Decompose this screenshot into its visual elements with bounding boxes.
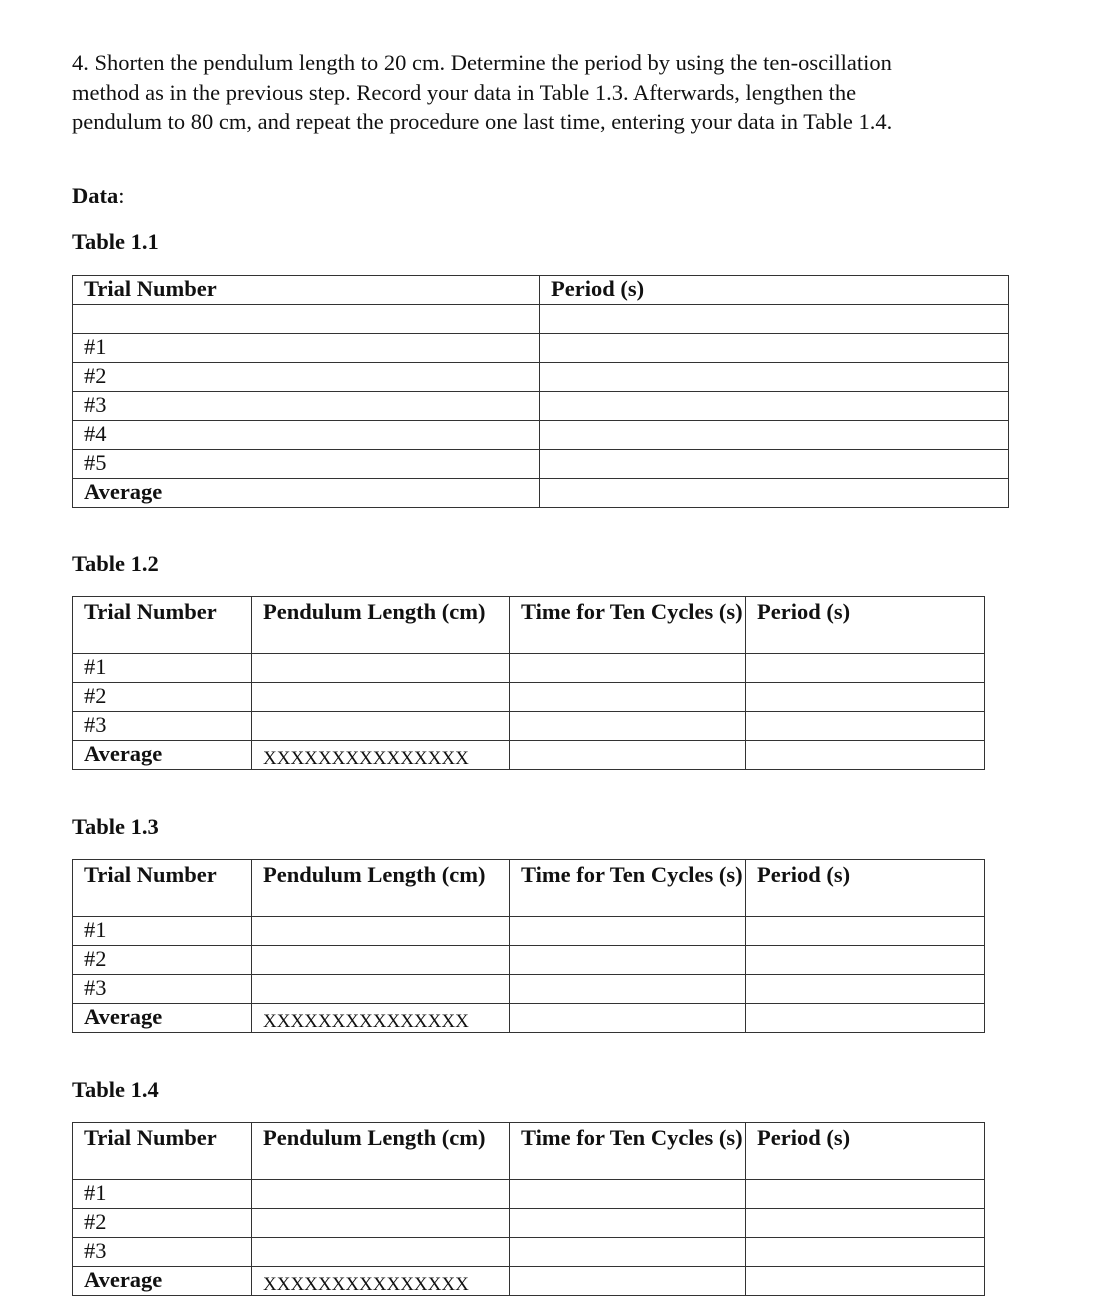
table-1-3 [72, 859, 985, 1033]
table-cell[interactable] [746, 1209, 985, 1238]
table-cell[interactable] [252, 917, 510, 946]
table-cell[interactable] [252, 683, 510, 712]
header-pendulum-length: Pendulum Length (cm) [252, 1123, 510, 1180]
table-cell[interactable] [746, 654, 985, 683]
row-label-average: Average [73, 1004, 252, 1033]
table-row-blank [73, 305, 1009, 334]
table-cell[interactable] [746, 741, 985, 770]
row-label-average: Average [73, 741, 252, 770]
row-label: #2 [73, 363, 540, 392]
row-label: #5 [73, 450, 540, 479]
instructions-paragraph [72, 48, 1032, 137]
table-row [73, 334, 1009, 363]
table-cell[interactable] [746, 1267, 985, 1296]
table-1-1-title: Table 1.1 [72, 229, 159, 254]
table-row [73, 712, 985, 741]
table-row [73, 1180, 985, 1209]
table-row [73, 946, 985, 975]
table-1-4-title: Table 1.4 [72, 1077, 159, 1102]
row-label: #2 [73, 683, 252, 712]
table-cell[interactable] [746, 975, 985, 1004]
row-label-average: Average [73, 479, 540, 508]
row-label-average: Average [73, 1267, 252, 1296]
table-cell[interactable] [540, 421, 1009, 450]
table-cell[interactable] [73, 305, 540, 334]
table-cell[interactable] [746, 1238, 985, 1267]
row-label: #1 [73, 334, 540, 363]
table-cell[interactable] [746, 683, 985, 712]
row-label: #1 [73, 654, 252, 683]
data-heading-colon: : [118, 183, 125, 208]
placeholder-text: XXXXXXXXXXXXXXX [263, 1274, 469, 1295]
row-label: #3 [73, 712, 252, 741]
table-row [73, 392, 1009, 421]
instructions-line: pendulum to 80 cm, and repeat the procedure one last time, entering your data in Table 1.4. [72, 109, 893, 134]
table-row [73, 450, 1009, 479]
table-row [73, 654, 985, 683]
table-row [73, 1209, 985, 1238]
table-cell[interactable] [510, 712, 746, 741]
table-cell[interactable] [510, 1238, 746, 1267]
table-header-row [73, 1123, 985, 1180]
header-pendulum-length: Pendulum Length (cm) [252, 860, 510, 917]
table-1-2-title: Table 1.2 [72, 551, 159, 576]
table-cell[interactable] [252, 975, 510, 1004]
instructions-line: 4. Shorten the pendulum length to 20 cm. Determine the period by using the ten-oscillation [72, 50, 892, 75]
placeholder-cell [252, 741, 510, 770]
table-cell[interactable] [540, 392, 1009, 421]
header-trial-number: Trial Number [73, 1123, 252, 1180]
table-cell[interactable] [252, 1238, 510, 1267]
row-label: #1 [73, 1180, 252, 1209]
table-row [73, 975, 985, 1004]
table-header-row [73, 276, 1009, 305]
row-label: #3 [73, 975, 252, 1004]
table-cell[interactable] [540, 305, 1009, 334]
table-cell[interactable] [510, 917, 746, 946]
row-label: #4 [73, 421, 540, 450]
table-row [73, 683, 985, 712]
table-cell[interactable] [252, 654, 510, 683]
table-1-4 [72, 1122, 985, 1296]
table-cell[interactable] [746, 1004, 985, 1033]
table-cell[interactable] [252, 1180, 510, 1209]
table-row [73, 1004, 985, 1033]
row-label: #2 [73, 946, 252, 975]
header-trial-number: Trial Number [73, 597, 252, 654]
table-cell[interactable] [746, 712, 985, 741]
placeholder-text: XXXXXXXXXXXXXXX [263, 748, 469, 769]
table-row [73, 479, 1009, 508]
header-period: Period (s) [540, 276, 1009, 305]
data-heading-bold: Data [72, 183, 119, 208]
table-cell[interactable] [510, 1180, 746, 1209]
table-cell[interactable] [540, 479, 1009, 508]
row-label: #3 [73, 1238, 252, 1267]
row-label: #2 [73, 1209, 252, 1238]
table-cell[interactable] [510, 1004, 746, 1033]
header-period: Period (s) [746, 1123, 985, 1180]
table-row [73, 741, 985, 770]
table-cell[interactable] [746, 946, 985, 975]
table-cell[interactable] [510, 1267, 746, 1296]
table-1-2 [72, 596, 985, 770]
header-pendulum-length: Pendulum Length (cm) [252, 597, 510, 654]
table-1-1 [72, 275, 1009, 508]
placeholder-cell [252, 1267, 510, 1296]
table-row [73, 363, 1009, 392]
table-header-row [73, 597, 985, 654]
table-row [73, 1267, 985, 1296]
table-1-3-title: Table 1.3 [72, 814, 159, 839]
header-period: Period (s) [746, 597, 985, 654]
header-time-ten-cycles: Time for Ten Cycles (s) [510, 860, 746, 917]
instructions-line: method as in the previous step. Record your data in Table 1.3. Afterwards, lengthen the [72, 79, 857, 105]
header-time-ten-cycles: Time for Ten Cycles (s) [510, 597, 746, 654]
table-cell[interactable] [540, 450, 1009, 479]
header-trial-number: Trial Number [73, 860, 252, 917]
table-cell[interactable] [510, 741, 746, 770]
header-time-ten-cycles: Time for Ten Cycles (s) [510, 1123, 746, 1180]
table-cell[interactable] [252, 1209, 510, 1238]
table-row [73, 917, 985, 946]
placeholder-text: XXXXXXXXXXXXXXX [263, 1011, 469, 1032]
table-cell[interactable] [540, 363, 1009, 392]
table-row [73, 1238, 985, 1267]
table-cell[interactable] [510, 654, 746, 683]
table-cell[interactable] [510, 683, 746, 712]
table-cell[interactable] [540, 334, 1009, 363]
table-cell[interactable] [252, 946, 510, 975]
table-cell[interactable] [746, 1180, 985, 1209]
data-heading [72, 183, 125, 209]
table-cell[interactable] [510, 975, 746, 1004]
table-cell[interactable] [746, 917, 985, 946]
header-period: Period (s) [746, 860, 985, 917]
table-cell[interactable] [510, 1209, 746, 1238]
row-label: #3 [73, 392, 540, 421]
table-cell[interactable] [510, 946, 746, 975]
row-label: #1 [73, 917, 252, 946]
table-header-row [73, 860, 985, 917]
header-trial-number: Trial Number [73, 276, 540, 305]
placeholder-cell [252, 1004, 510, 1033]
table-cell[interactable] [252, 712, 510, 741]
table-row [73, 421, 1009, 450]
